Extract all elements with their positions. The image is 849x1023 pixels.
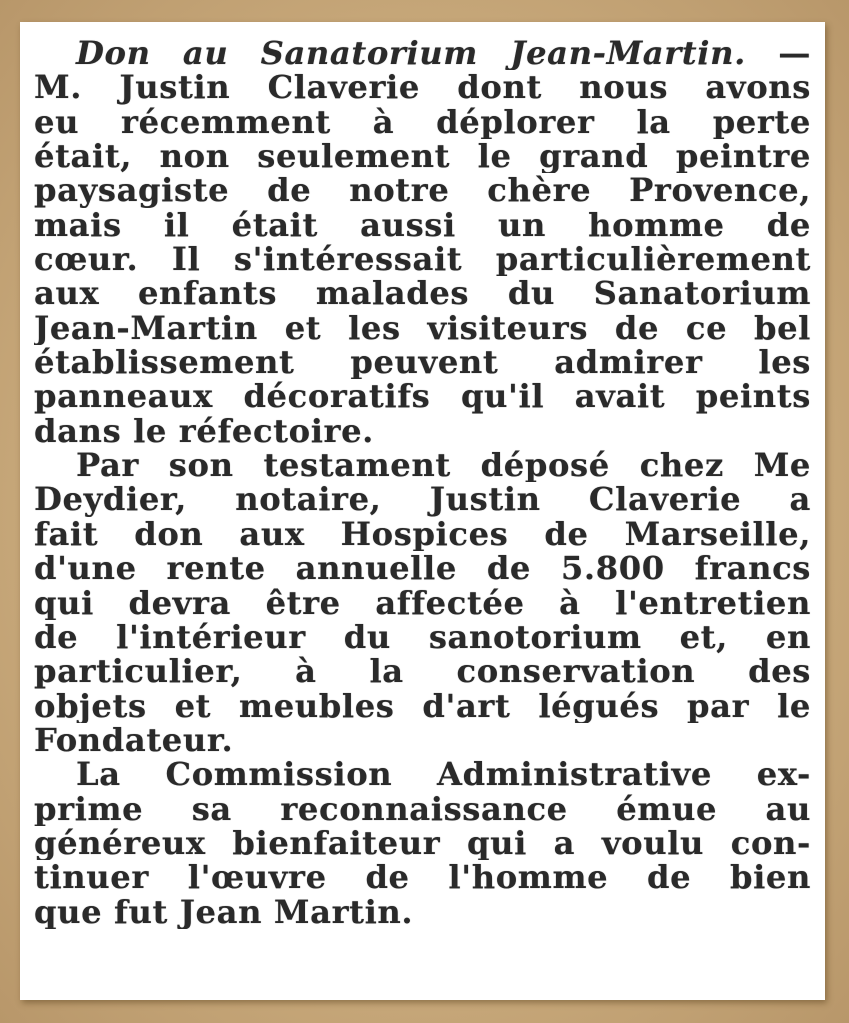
text-line: qui devra être affectée à l'entretien xyxy=(34,585,811,620)
text-line: objets et meubles d'art légués par le xyxy=(34,688,811,723)
text-line: Jean-Martin et les visiteurs de ce bel xyxy=(34,310,811,346)
paragraph-2 xyxy=(34,448,811,757)
text-line: tinuer l'œuvre de l'homme de bien xyxy=(34,860,811,895)
paragraph-3 xyxy=(34,757,811,929)
article-title-dash: — xyxy=(745,36,811,71)
text-line: aux enfants malades du Sanatorium xyxy=(34,276,811,311)
newspaper-clipping xyxy=(20,22,825,1000)
text-line: particulier, à la conservation des xyxy=(34,654,811,689)
text-line: était, non seulement le grand peintre xyxy=(34,139,811,174)
text-line: prime sa reconnaissance émue au xyxy=(34,791,811,826)
text-line: généreux bienfaiteur qui a voulu con- xyxy=(34,825,811,861)
text-line: Par son testament déposé chez Me xyxy=(76,448,811,483)
paragraph-1 xyxy=(34,70,811,448)
text-line: que fut Jean Martin. xyxy=(34,894,414,929)
text-line: eu récemment à déplorer la perte xyxy=(34,104,811,140)
text-line: La Commission Administrative ex- xyxy=(76,757,811,792)
text-line: dans le réfectoire. xyxy=(34,413,374,449)
text-line: fait don aux Hospices de Marseille, xyxy=(34,516,811,552)
text-line: paysagiste de notre chère Provence, xyxy=(34,173,811,208)
text-line: d'une rente annuelle de 5.800 francs xyxy=(34,551,811,586)
article-title: Don au Sanatorium Jean-Martin. xyxy=(76,36,746,71)
article-title-line xyxy=(34,36,811,70)
text-line: cœur. Il s'intéressait particulièrement xyxy=(34,242,811,277)
text-line: mais il était aussi un homme de xyxy=(34,207,811,243)
text-line: établissement peuvent admirer les xyxy=(34,345,811,380)
article-text xyxy=(34,36,811,929)
text-line: M. Justin Claverie dont nous avons xyxy=(34,70,811,105)
text-line: Deydier, notaire, Justin Claverie a xyxy=(34,482,811,517)
text-line: panneaux décoratifs qu'il avait peints xyxy=(34,379,811,414)
text-line: de l'intérieur du sanotorium et, en xyxy=(34,619,811,655)
text-line: Fondateur. xyxy=(34,722,234,758)
